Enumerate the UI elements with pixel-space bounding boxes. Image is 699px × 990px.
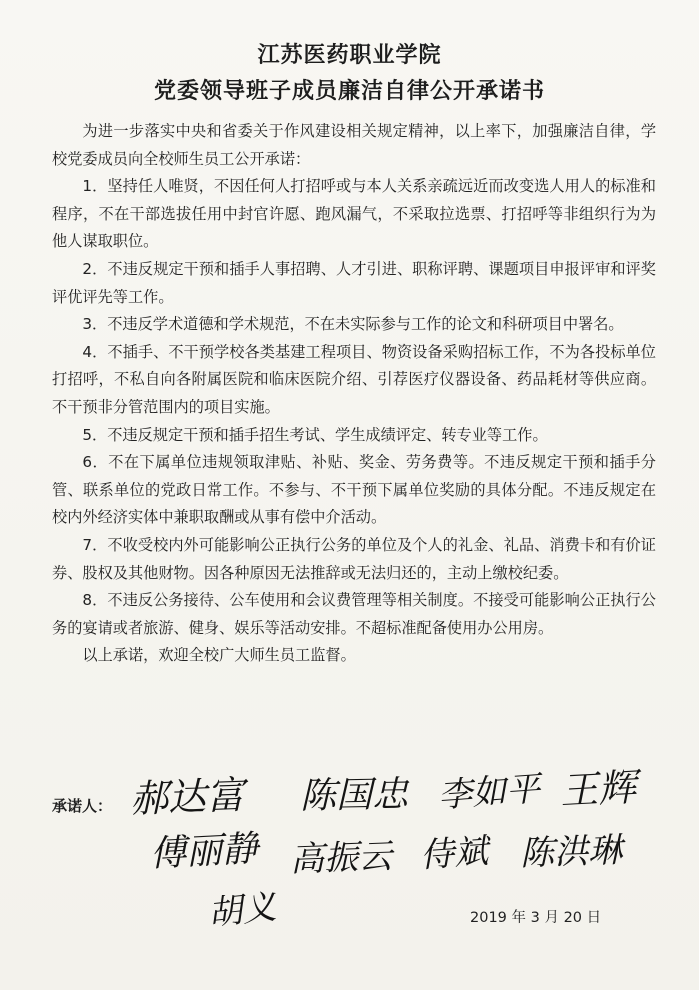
document-title-institution: 江苏医药职业学院	[257, 42, 442, 68]
pledge-item-7: 7．不收受校内外可能影响公正执行公务的单位及个人的礼金、礼品、消费卡和有价证券、股权及其他财物。因各种原因无法推辞或无法归还的，主动上缴校纪委。	[52, 535, 656, 582]
signature-5: 傅丽静	[149, 828, 260, 875]
pledge-item-1: 1．坚持任人唯贤，不因任何人打招呼或与本人关系亲疏远近而改变选人用人的标准和程序，不在干部选拔任用中封官许愿、跑风漏气，不采取拉选票、打招呼等非组织行为为他人谋取职位。	[52, 177, 656, 251]
pledge-item-5: 5．不违反规定干预和插手招生考试、学生成绩评定、转专业等工作。	[82, 425, 548, 444]
pledge-item-4: 4．不插手、不干预学校各类基建工程项目、物资设备采购招标工作，不为各投标单位打招呼，不私自向各附属医院和临床医院介绍、引荐医疗仪器设备、药品耗材等供应商。不干预非分管范围内的项目实施。	[52, 342, 656, 416]
pledge-item-3: 3．不违反学术道德和学术规范，不在未实际参与工作的论文和科研项目中署名。	[82, 315, 624, 334]
signature-6: 高振云	[289, 836, 393, 880]
signature-7: 侍斌	[418, 831, 490, 876]
document-title-pledge: 党委领导班子成员廉洁自律公开承诺书	[153, 78, 545, 104]
signature-3: 李如平	[436, 768, 542, 816]
document-body	[52, 118, 656, 670]
closing-paragraph: 以上承诺，欢迎全校广大师生员工监督。	[82, 646, 356, 665]
signature-1: 郝达富	[129, 773, 245, 821]
signature-9: 胡义	[206, 886, 279, 934]
signature-4: 王辉	[559, 765, 638, 813]
signature-8: 陈洪琳	[519, 830, 623, 874]
pledge-item-6: 6．不在下属单位违规领取津贴、补贴、奖金、劳务费等。不违反规定干预和插手分管、联系单位的党政日常工作。不参与、不干预下属单位奖励的具体分配。不违反规定在校内外经济实体中兼职取酬或从事有偿中介活动。	[52, 453, 656, 527]
pledge-item-8: 8．不违反公务接待、公车使用和会议费管理等相关制度。不接受可能影响公正执行公务的宴请或者旅游、健身、娱乐等活动安排。不超标准配备使用办公用房。	[52, 591, 656, 637]
signers-label: 承诺人：	[52, 797, 113, 815]
document-date: 2019 年 3 月 20 日	[470, 910, 602, 926]
intro-paragraph: 为进一步落实中央和省委关于作风建设相关规定精神，以上率下，加强廉洁自律，学校党委成员向全校师生员工公开承诺：	[52, 122, 656, 168]
pledge-item-2: 2．不违反规定干预和插手人事招聘、人才引进、职称评聘、课题项目申报评审和评奖评优评先等工作。	[52, 259, 656, 306]
signature-2: 陈国忠	[299, 774, 409, 817]
